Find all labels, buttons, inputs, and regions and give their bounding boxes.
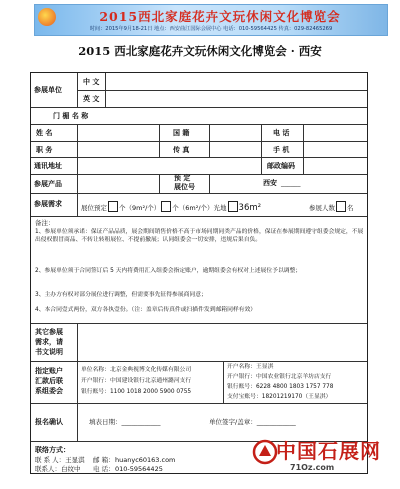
booth-number-label-2: 展位号 xyxy=(174,183,195,191)
contact-label: 联络方式： xyxy=(35,446,70,454)
account-holder: 开户名称：王显淇 xyxy=(227,364,274,370)
account-label-1: 指定账户 xyxy=(35,367,63,375)
other-needs-label-1: 其它参展 xyxy=(35,328,63,336)
banner-title: 2015西北家庭花卉文玩休闲文化博览会 xyxy=(99,9,341,24)
contact-phone-value: 010-59564425 xyxy=(115,465,163,473)
booth-standard-label: 展位预定 xyxy=(81,204,107,212)
xian-blank: ______ xyxy=(281,179,301,187)
banner-info: 时间：2015年9月18-21日 地点：西安曲江国际会展中心 电话：010-59564425 传真：029-82465269 xyxy=(89,26,333,32)
note-4: 4、本合同壹式两份，双方各执壹份。（注：盖章后传真件或扫描件发到邮箱同样有效） xyxy=(35,307,257,313)
xian-label: 西安 xyxy=(263,179,277,187)
email-value[interactable]: huanyc60163.com xyxy=(115,456,176,464)
english-label: 英 文 xyxy=(83,95,100,103)
account-bank-2: 开户银行：中国农业银行北京羊坊店支行 xyxy=(227,374,332,380)
email-label: 邮 箱： xyxy=(93,456,115,464)
seal-field[interactable]: 单位签字/盖章：____________ xyxy=(209,418,296,426)
contact-2: 联系人：白纹中 xyxy=(35,465,81,473)
area-unit-label: 36m² xyxy=(238,203,262,213)
account-bank: 开户银行：中国建设银行北京通州潞河支行 xyxy=(81,378,192,384)
account-unit-name: 单位名称：北京金典视博文化传媒有限公司 xyxy=(81,367,192,373)
note-3: 3、主办方有权对部分展位进行调整，但需要事先征得参展商同意； xyxy=(35,292,207,298)
headcount-label: 参展人数 xyxy=(309,204,335,212)
mobile-label: 手 机 xyxy=(273,146,290,154)
standard-unit-label: 个（9m²/个） xyxy=(119,204,161,212)
exhibitor-unit-label: 参展单位 xyxy=(34,86,62,94)
note-2: 2、参展单位须于合同签订后 5 天内将费用汇入组委会指定账户，逾期组委会有权对上述展位予以调整； xyxy=(35,268,302,274)
phone-label: 电 话 xyxy=(273,129,290,137)
event-banner xyxy=(34,4,388,36)
registration-form xyxy=(30,72,368,474)
headcount-field[interactable] xyxy=(309,201,354,212)
raw-space-count-box[interactable] xyxy=(161,201,171,212)
account-label-2: 汇款后联 xyxy=(35,377,63,385)
document-title: 2015 西北家庭花卉文玩休闲文化博览会 · 西安 xyxy=(78,44,322,58)
site-watermark xyxy=(250,433,398,483)
raw-unit-label: 个（6m²/个）光地 xyxy=(172,204,227,212)
fill-date-label: 填表日期： xyxy=(89,418,122,426)
account-number-2: 银行账号：6228 4800 1803 1757 778 xyxy=(227,384,334,390)
headcount-box[interactable] xyxy=(336,201,346,212)
demand-label: 参展需求 xyxy=(34,200,62,208)
confirm-label: 报名确认 xyxy=(35,418,63,426)
fill-date-field[interactable]: 填表日期：____________ xyxy=(89,418,161,426)
address-label: 通讯地址 xyxy=(34,162,62,170)
alipay-account: 支付宝账号：18201219170（王显淇） xyxy=(227,394,332,400)
area-box[interactable] xyxy=(228,201,238,212)
event-logo-icon xyxy=(38,8,56,26)
watermark-title: 中国石展网 xyxy=(276,439,381,463)
seal-label: 单位签字/盖章： xyxy=(209,418,257,426)
account-label-3: 系组委会 xyxy=(35,387,63,395)
nationality-label: 国 籍 xyxy=(173,129,190,137)
products-label: 参展产品 xyxy=(34,180,62,188)
standard-booth-count-box[interactable] xyxy=(108,201,118,212)
other-needs-label-3: 书文说明 xyxy=(35,348,63,356)
notes-label: 备注： xyxy=(35,219,55,227)
headcount-unit-label: 名 xyxy=(347,204,354,212)
contact-1: 联 系 人：王显淇 xyxy=(35,456,85,464)
stone-logo-icon xyxy=(252,439,278,465)
contact-phone-label: 电 话： xyxy=(93,465,115,473)
booth-number-label-1: 预 定 xyxy=(174,174,191,182)
note-1: 1、参展单位须承诺：保证产品品质，展会期间销售价格不高于市场同期同类产品的价格，保证在参展期间遵守组委会规定，不展出侵权假冒商品、不转让转租展位、不提前撤展；认同组委会一切安排，违规后果自负。 xyxy=(35,229,364,243)
chinese-label: 中 文 xyxy=(83,78,100,86)
other-needs-label-2: 需求，请 xyxy=(35,338,63,346)
fax-label: 传 真 xyxy=(173,146,190,154)
postcode-label: 邮政编码 xyxy=(267,162,295,170)
watermark-url: 71Oz.com xyxy=(290,463,335,472)
booth-standard-option[interactable] xyxy=(81,201,261,212)
position-label: 职 务 xyxy=(36,146,53,154)
door-name-label: 门 楣 名 称 xyxy=(53,112,89,120)
account-number: 银行账号：1100 1018 2000 5900 0755 xyxy=(81,389,192,395)
name-label: 姓 名 xyxy=(36,129,53,137)
